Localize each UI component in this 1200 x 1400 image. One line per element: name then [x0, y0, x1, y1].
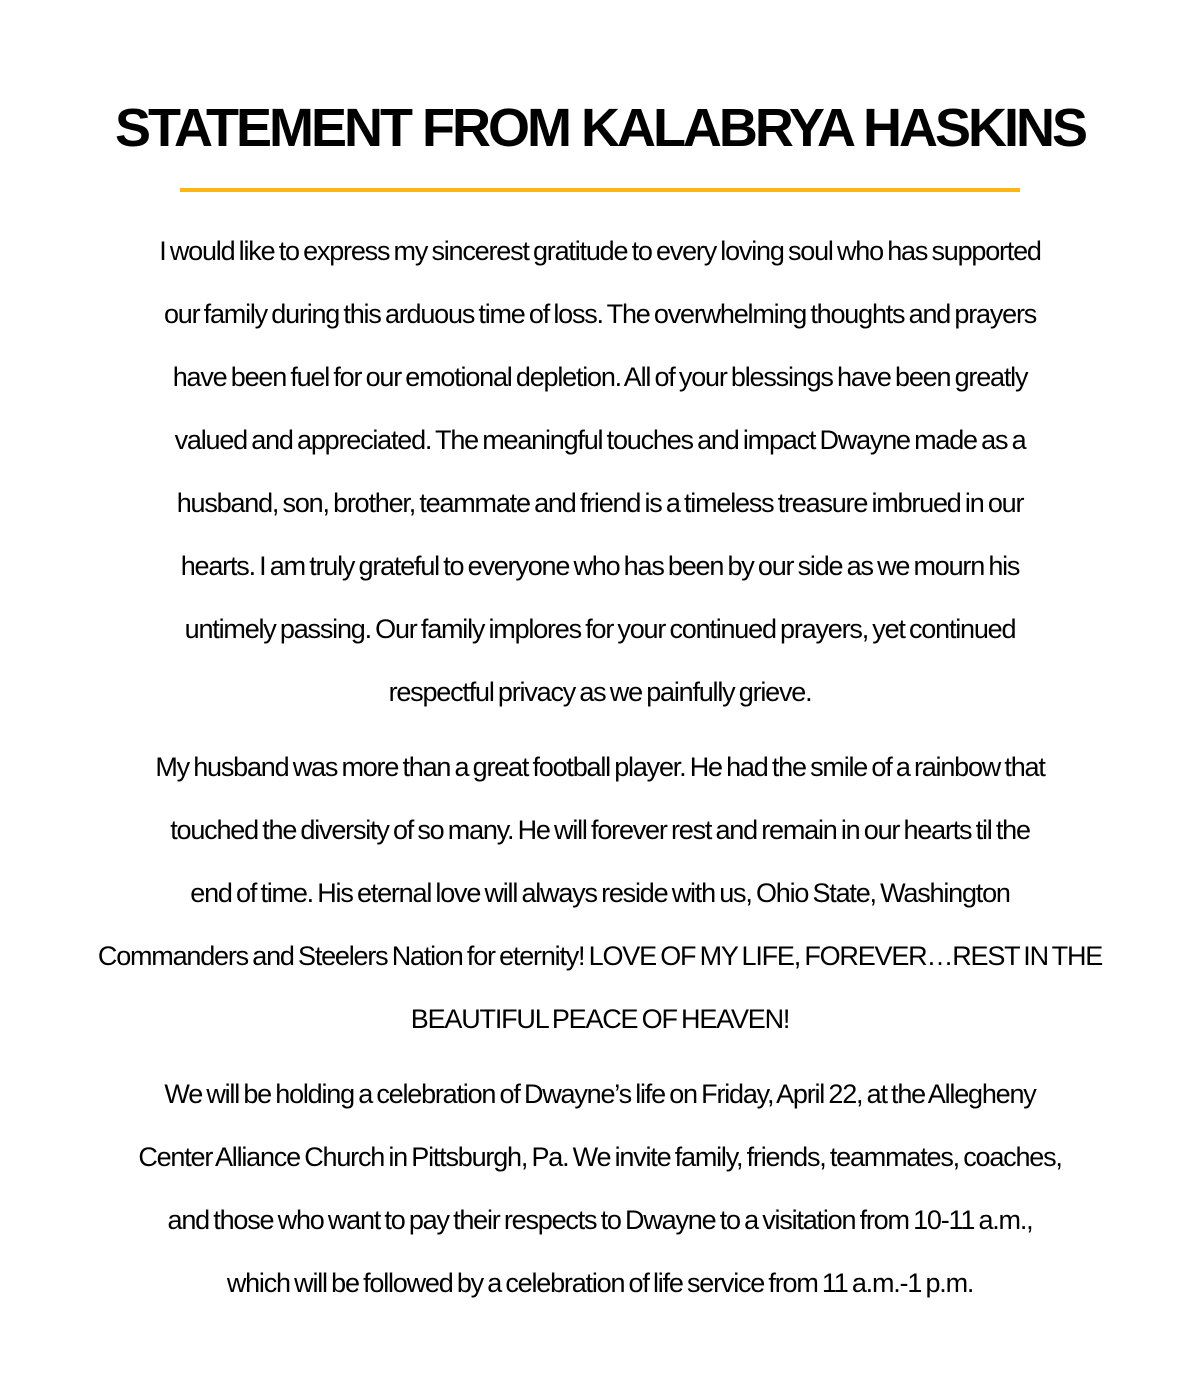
- paragraph-line: Commanders and Steelers Nation for eternity! LOVE OF MY LIFE, FOREVER…REST IN THE: [97, 941, 1103, 971]
- paragraph-line: our family during this arduous time of loss. The overwhelming thoughts and prayers: [163, 299, 1037, 329]
- paragraph-line: have been fuel for our emotional depletion. All of your blessings have been greatly: [172, 362, 1028, 392]
- paragraph-line: touched the diversity of so many. He will forever rest and remain in our hearts til the: [170, 815, 1030, 845]
- statement-title: STATEMENT FROM KALABRYA HASKINS: [115, 98, 1085, 158]
- paragraph-line: respectful privacy as we painfully grieve.: [388, 677, 812, 707]
- paragraph-gratitude: [60, 220, 1140, 724]
- paragraph-line: untimely passing. Our family implores for your continued prayers, yet continued: [184, 614, 1016, 644]
- paragraph-line: valued and appreciated. The meaningful touches and impact Dwayne made as a: [174, 425, 1026, 455]
- paragraph-line: My husband was more than a great football player. He had the smile of a rainbow that: [155, 752, 1045, 782]
- paragraph-line: Center Alliance Church in Pittsburgh, Pa. We invite family, friends, teammates, coaches,: [138, 1142, 1062, 1172]
- gold-divider: [180, 188, 1020, 192]
- paragraph-line: I would like to express my sincerest gratitude to every loving soul who has supported: [159, 236, 1041, 266]
- paragraph-line: end of time. His eternal love will always reside with us, Ohio State, Washington: [190, 878, 1010, 908]
- paragraph-line: husband, son, brother, teammate and friend is a timeless treasure imbrued in our: [176, 488, 1024, 518]
- paragraph-tribute: [60, 736, 1140, 1051]
- paragraph-line: BEAUTIFUL PEACE OF HEAVEN!: [410, 1004, 790, 1034]
- paragraph-line: which will be followed by a celebration of life service from 11 a.m.-1 p.m.: [226, 1268, 974, 1298]
- paragraph-line: We will be holding a celebration of Dwayne’s life on Friday, April 22, at the Allegheny: [164, 1079, 1036, 1109]
- paragraph-service-details: [60, 1063, 1140, 1315]
- paragraph-line: hearts. I am truly grateful to everyone who has been by our side as we mourn his: [180, 551, 1020, 581]
- paragraph-line: and those who want to pay their respects to Dwayne to a visitation from 10-11 a.m.,: [167, 1205, 1033, 1235]
